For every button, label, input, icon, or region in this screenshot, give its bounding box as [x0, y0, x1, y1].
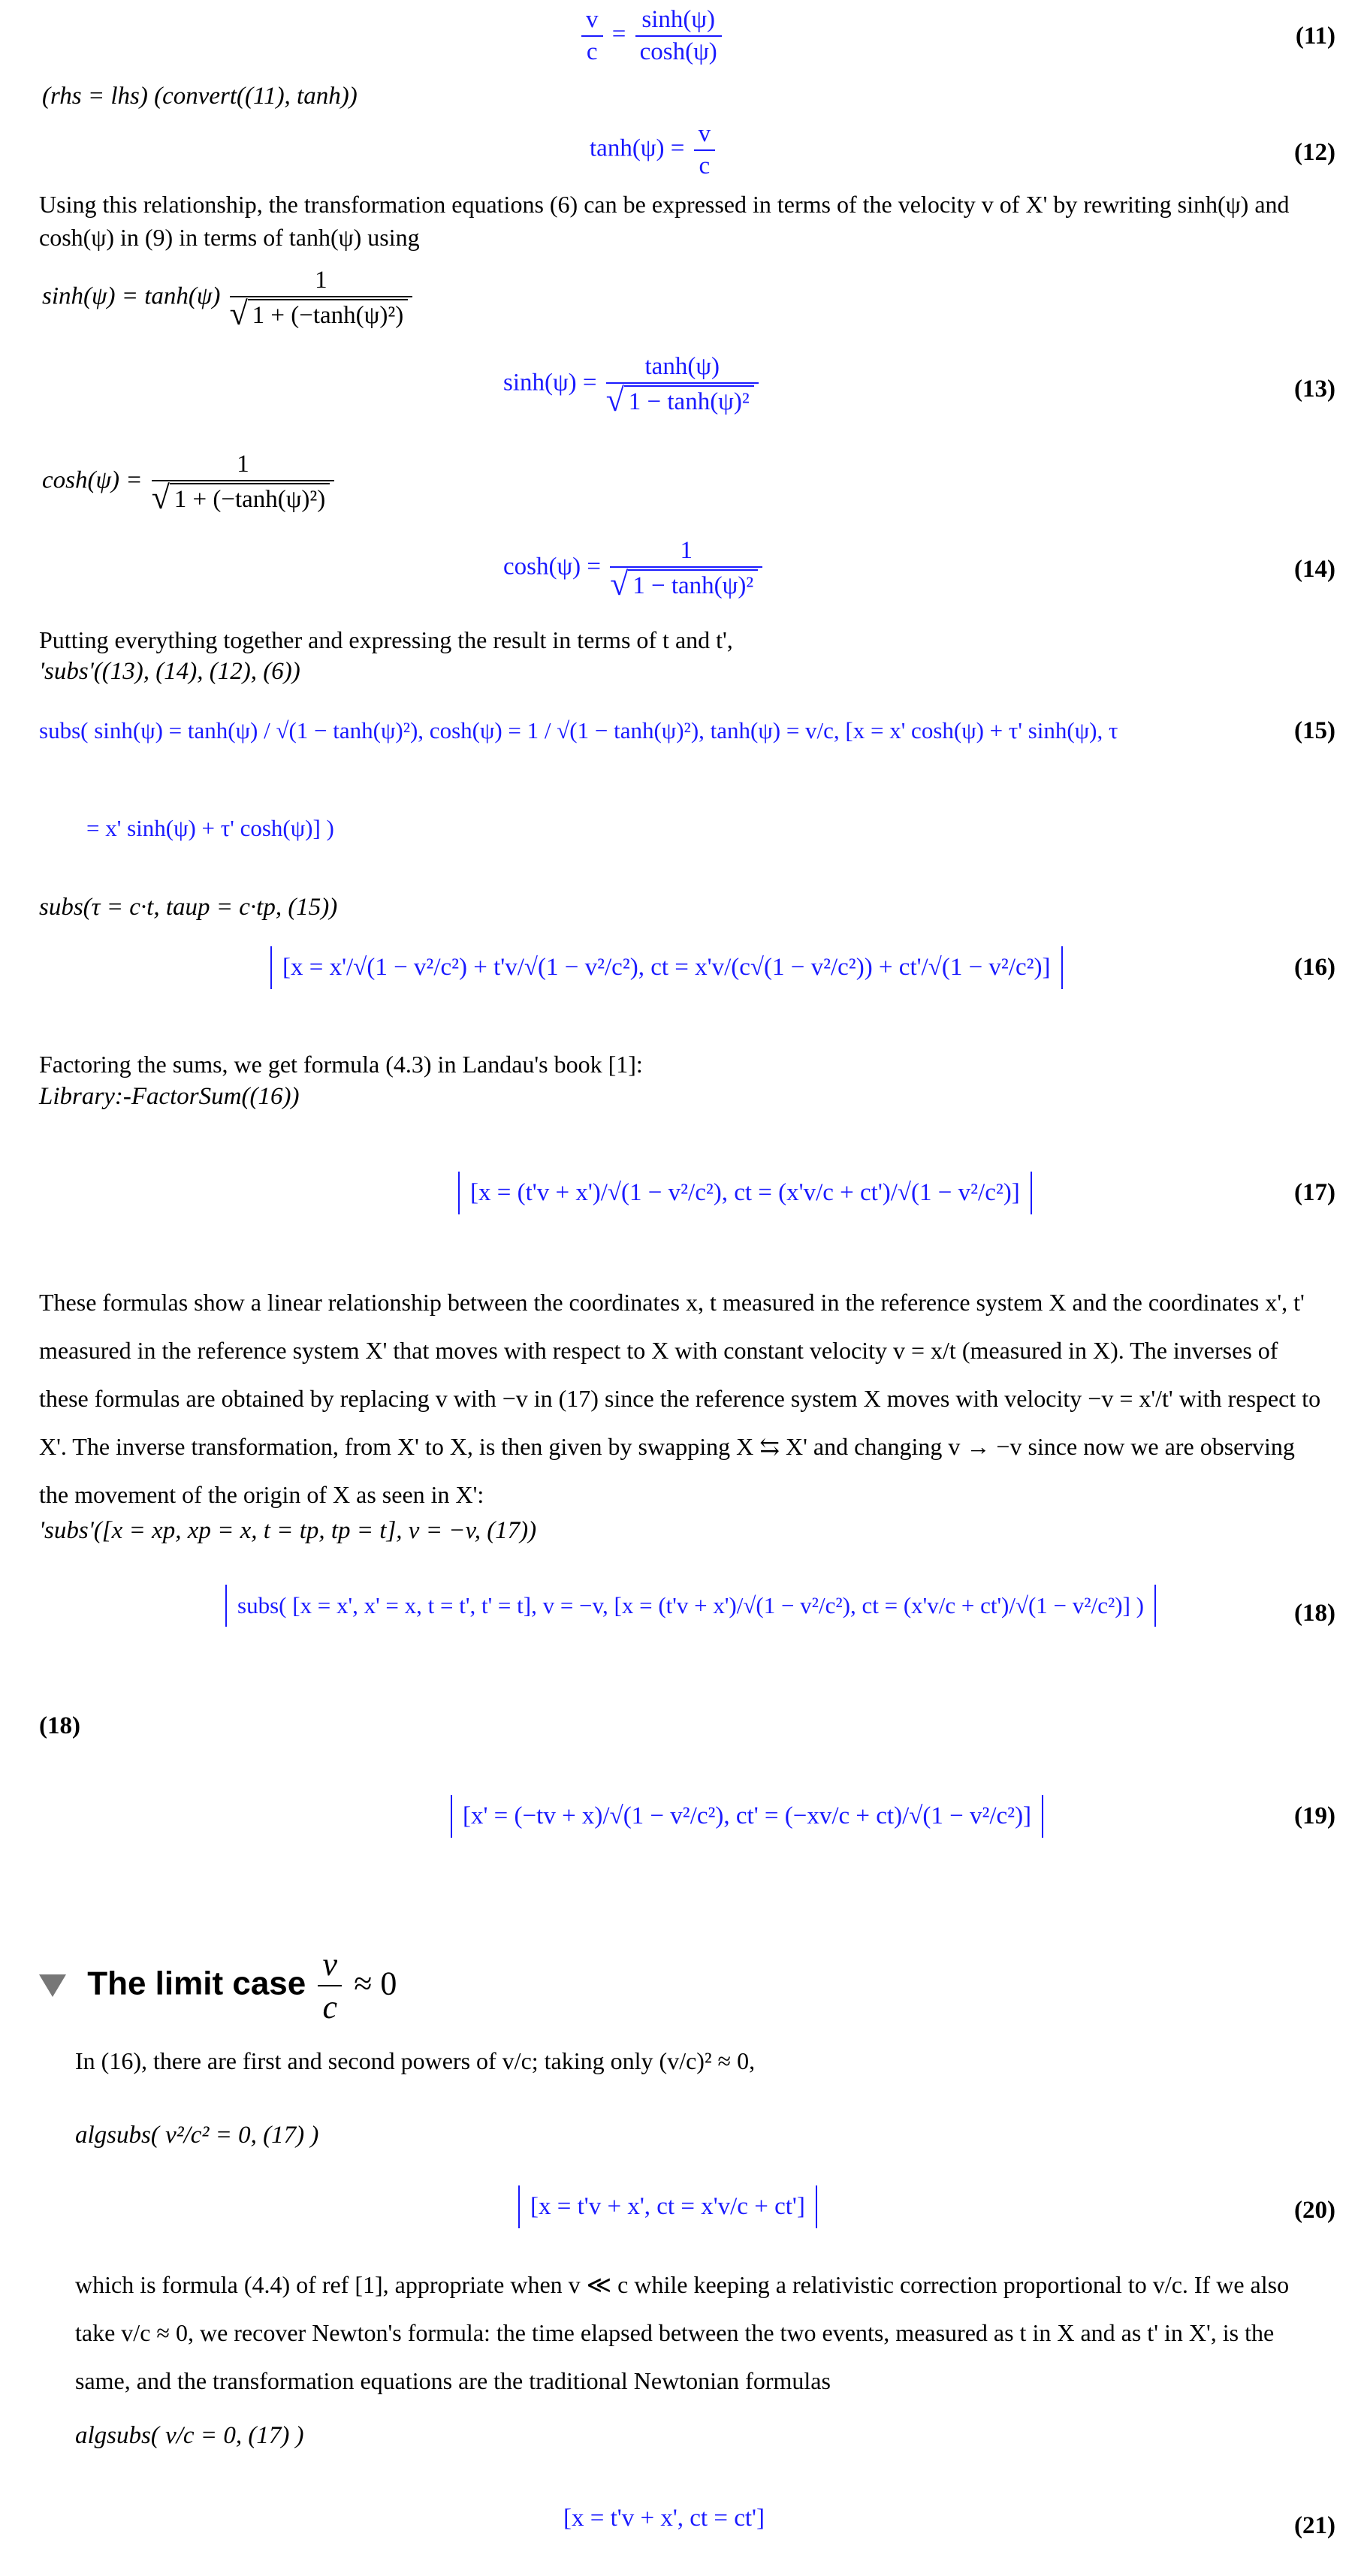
equation-13 [503, 353, 762, 416]
label-12: (12) [1294, 139, 1335, 166]
eq11-rhs-num: sinh(ψ) [635, 6, 722, 37]
in13-num: 1 [230, 267, 413, 297]
in13-lhs: sinh(ψ) = tanh(ψ) [42, 282, 221, 310]
eq19-matrix: [x' = (−tv + x)/√(1 − v²/c²), ct' = (−xv/c + ct)/√(1 − v²/c²)] [451, 1795, 1043, 1838]
label-15: (15) [1294, 717, 1335, 744]
command-convert[interactable]: (rhs = lhs) (convert((11), tanh)) [42, 83, 358, 110]
paragraph-velocity: Using this relationship, the transformation equations (6) can be expressed in terms of the velocity v of X' by rewriting sinh(ψ) and cosh(ψ) in (9) in terms of tanh(ψ) using [39, 191, 1290, 251]
eq11-lhs-num: v [581, 6, 603, 37]
in14-lhs: cosh(ψ) = [42, 466, 143, 494]
eq13-lhs: sinh(ψ) = [503, 369, 597, 397]
section-tail: ≈ 0 [354, 1965, 397, 2002]
command-subs-13-14-12-6[interactable]: 'subs'((13), (14), (12), (6)) [39, 658, 300, 685]
equation-20 [518, 2185, 817, 2228]
label-14: (14) [1294, 556, 1335, 583]
input-14[interactable] [42, 451, 337, 514]
in13-den: √ 1 + (−tanh(ψ)²) [248, 299, 409, 330]
input-13[interactable] [42, 267, 415, 330]
command-algsubs-v[interactable]: algsubs( v/c = 0, (17) ) [75, 2422, 304, 2449]
eq16-matrix: [x = x'/√(1 − v²/c²) + t'v/√(1 − v²/c²), ct = x'v/(c√(1 − v²/c²)) + ct'/√(1 − v²/c²)] [270, 946, 1063, 989]
in14-den: √ 1 + (−tanh(ψ)²) [170, 483, 330, 514]
equation-15-line1: subs( sinh(ψ) = tanh(ψ) / √(1 − tanh(ψ)²), cosh(ψ) = 1 / √(1 − tanh(ψ)²), tanh(ψ) = v/c, [x = x' cosh(ψ) + τ' sinh(ψ), τ [39, 717, 1118, 744]
equation-19 [451, 1795, 1043, 1838]
paragraph-newton: which is formula (4.4) of ref [1], appropriate when v ≪ c while keeping a relativistic correction proportional to v/c. If we also take v/c ≈ 0, we recover Newton's formula: the time elapsed between the two events, measured as t in X and as t' in X', is the same, and the transformation equations are the traditional Newtonian formulas [75, 2271, 1290, 2394]
eq14-den: √ 1 − tanh(ψ)² [628, 569, 758, 600]
eq12-num: v [694, 120, 716, 151]
eq11-rhs-den: cosh(ψ) [639, 38, 717, 65]
eq14-lhs: cosh(ψ) = [503, 553, 601, 581]
eq20-matrix: [x = t'v + x', ct = x'v/c + ct'] [518, 2185, 817, 2228]
section-title: The limit case [87, 1965, 306, 2002]
section-num: v [318, 1945, 342, 1986]
label-13: (13) [1294, 376, 1335, 403]
label-18: (18) [1294, 1600, 1335, 1627]
paragraph-putting-together: Putting everything together and expressing the result in terms of t and t', [39, 626, 733, 653]
eq13-num: tanh(ψ) [606, 353, 759, 384]
eq12-lhs: tanh(ψ) = [590, 134, 685, 162]
command-subs-swap[interactable]: 'subs'([x = xp, xp = x, t = tp, tp = t], v = −v, (17)) [39, 1517, 537, 1544]
equation-21 [563, 2505, 765, 2532]
label-11: (11) [1295, 23, 1335, 50]
label-17: (17) [1294, 1179, 1335, 1206]
section-den: c [322, 1989, 338, 2026]
equation-16 [270, 946, 1063, 989]
eq18-matrix: subs( [x = x', x' = x, t = t', t' = t], v = −v, [x = (t'v + x')/√(1 − v²/c²), ct = (x'v/c + ct')/√(1 − v²/c²)] ) [225, 1585, 1156, 1627]
section-limit-case[interactable] [39, 1945, 397, 2026]
eq21-list: [x = t'v + x', ct = ct'] [563, 2505, 765, 2532]
label-21: (21) [1294, 2512, 1335, 2539]
command-factorsum[interactable]: Library:-FactorSum((16)) [39, 1083, 300, 1110]
label-19: (19) [1294, 1802, 1335, 1829]
in14-num: 1 [152, 451, 335, 481]
ref-18: (18) [39, 1712, 80, 1739]
eq11-lhs-den: c [586, 38, 598, 65]
command-algsubs-v2[interactable]: algsubs( v²/c² = 0, (17) ) [75, 2122, 319, 2149]
paragraph-linear-relationship: These formulas show a linear relationship between the coordinates x, t measured in the reference system X and the coordinates x', t' measured in the reference system X' that moves with respect to X with constant velocity v = x/t (measured in X). The inverses of these formulas are obtained by replacing v with −v in (17) since the reference system X moves with velocity −v = x'/t' with respect to X'. The inverse transformation, from X' to X, is then given by swapping X ⇆ X' and changing v → −v since now we are observing the movement of the origin of X as seen in X': [39, 1289, 1321, 1508]
command-reference-18[interactable] [39, 1712, 80, 1740]
paragraph-powers: In (16), there are first and second powers of v/c; taking only (v/c)² ≈ 0, [75, 2047, 756, 2074]
equation-11: $\frac{v}{c}$ = $\frac{\sinh(\psi)}{\cosh(\psi)}$ [578, 6, 725, 66]
equation-18 [225, 1585, 1156, 1627]
equation-12 [590, 120, 718, 180]
equation-14 [503, 537, 765, 600]
eq12-den: c [699, 152, 711, 179]
equation-17 [458, 1172, 1032, 1214]
label-20: (20) [1294, 2197, 1335, 2224]
label-16: (16) [1294, 954, 1335, 981]
eq14-num: 1 [610, 537, 762, 568]
command-subs-tau[interactable]: subs(τ = c·t, taup = c·tp, (15)) [39, 894, 338, 921]
paragraph-factoring: Factoring the sums, we get formula (4.3) in Landau's book [1]: [39, 1051, 643, 1078]
collapse-triangle-icon[interactable] [39, 1974, 66, 1997]
eq17-matrix: [x = (t'v + x')/√(1 − v²/c²), ct = (x'v/c + ct')/√(1 − v²/c²)] [458, 1172, 1032, 1214]
eq13-den: √ 1 − tanh(ψ)² [624, 385, 754, 416]
equation-15-line2: = x' sinh(ψ) + τ' cosh(ψ)] ) [86, 815, 334, 841]
